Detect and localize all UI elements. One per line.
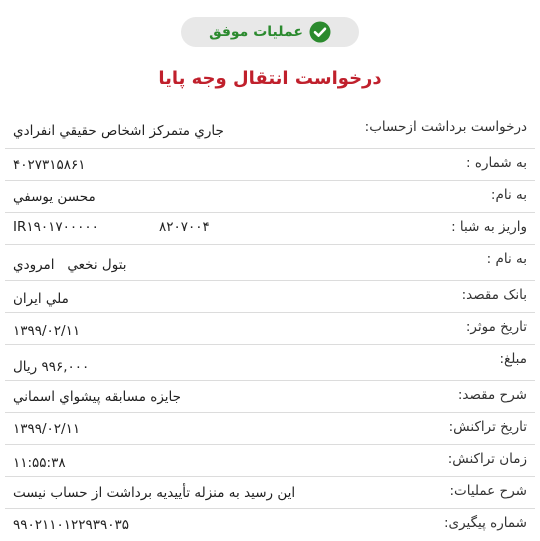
label-account-holder: به نام: [490, 187, 527, 203]
row-effective-date [5, 313, 535, 345]
status-banner-wrap [0, 17, 540, 47]
row-account-number [5, 149, 535, 181]
value-destination-bank: ملي ايران [13, 291, 69, 307]
row-account-holder [5, 181, 535, 213]
success-banner [181, 17, 359, 47]
label-destination-description: شرح مقصد: [457, 387, 527, 403]
row-operation-description [5, 477, 535, 509]
row-transaction-time [5, 445, 535, 477]
label-destination-bank: بانک مقصد: [461, 287, 527, 303]
value-account-holder: محسن يوسفي [13, 189, 96, 205]
value-source-account: جاري متمركز اشخاص حقيقي انفرادي [13, 123, 224, 139]
label-operation-description: شرح عملیات: [449, 483, 527, 499]
row-destination-bank [5, 281, 535, 313]
value-account-number: ۴۰۲۷۳۱۵۸۶۱ [13, 157, 86, 173]
label-account-number: به شماره : [466, 155, 527, 171]
check-circle-icon [309, 21, 331, 43]
value-amount: ۹۹۶,۰۰۰ ریال [13, 359, 90, 375]
value-destination-description: جایزه مسابقه پیشواي اسماني [13, 389, 181, 405]
label-transaction-time: زمان تراکنش: [447, 451, 527, 467]
row-beneficiary [5, 245, 535, 281]
page-title: درخواست انتقال وجه پایا [158, 68, 382, 89]
label-tracking-number: شماره پیگیری: [443, 515, 527, 531]
success-banner-text: عملیات موفق [209, 24, 303, 40]
row-transaction-date [5, 413, 535, 445]
value-beneficiary: بتول نخعي امرودي [13, 257, 127, 273]
value-transaction-date: ۱۳۹۹/۰۲/۱۱ [13, 421, 81, 437]
label-effective-date: تاریخ موثر: [465, 319, 527, 335]
label-sheba: واریز به شبا : [451, 219, 527, 235]
value-transaction-time: ۱۱:۵۵:۳۸ [13, 455, 66, 471]
value-operation-description: این رسید به منزله تأییدیه برداشت از حساب نیست [13, 485, 296, 501]
value-effective-date: ۱۳۹۹/۰۲/۱۱ [13, 323, 81, 339]
row-tracking-number [5, 509, 535, 541]
row-destination-description [5, 381, 535, 413]
row-amount [5, 345, 535, 381]
label-transaction-date: تاریخ تراکنش: [448, 419, 527, 435]
receipt-details [5, 113, 535, 541]
label-beneficiary: به نام : [486, 251, 527, 267]
row-sheba [5, 213, 535, 245]
label-source-account: درخواست برداشت ازحساب: [364, 119, 527, 135]
label-amount: مبلغ: [499, 351, 527, 367]
row-source-account [5, 113, 535, 149]
value-sheba: IR۱۹۰۱۷۰۰۰۰۰ ۸۲۰۷۰۰۴ [13, 219, 210, 235]
value-tracking-number: ۹۹۰۲۱۱۰۱۲۲۹۳۹۰۳۵ [13, 517, 130, 533]
